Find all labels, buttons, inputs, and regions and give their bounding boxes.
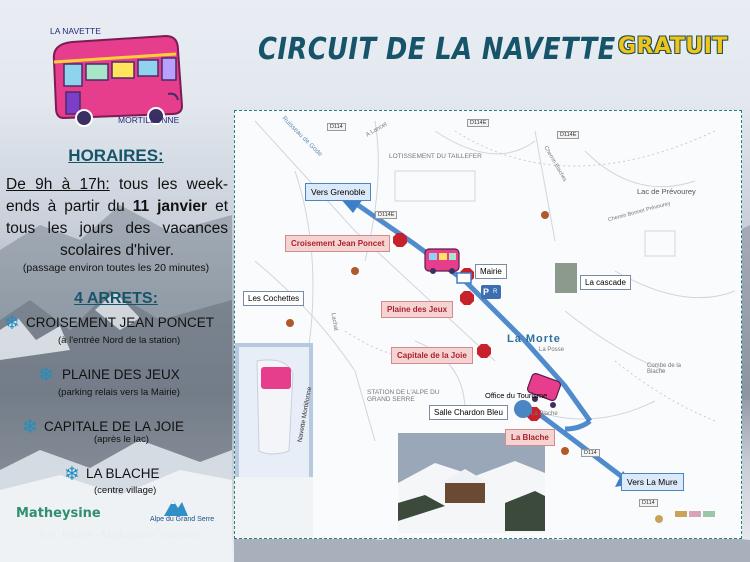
map-chemin-blache: Chemin Blaches — [542, 145, 568, 183]
map-stop-la-blache: La Blache — [505, 429, 555, 446]
horaires-text — [6, 174, 228, 262]
snowflake-icon: ❄ — [64, 464, 80, 485]
stop-name-3: CAPITALE DE LA JOIE — [44, 419, 185, 434]
logo-label-top: LA NAVETTE — [50, 26, 101, 36]
horaires-text-a: tous les week-ends à partir du — [6, 176, 228, 215]
map-les-cochettes: Les Cochettes — [243, 291, 304, 306]
matheysine-logo: Matheysine — [16, 506, 101, 521]
map-station: STATION DE L'ALPE DU GRAND SERRE — [367, 389, 440, 403]
map-office-tourisme: Office du Tourisme — [485, 391, 548, 400]
map-a-lancet: A Lancet — [365, 121, 389, 139]
parking-relais-icon: R — [493, 289, 498, 295]
map-road-label: D114E — [557, 131, 579, 139]
map-road-label: D114 — [581, 449, 600, 457]
logo-label-bottom: MORTILLONNE — [118, 115, 180, 125]
map-stop-plaine-jeux: Plaine des Jeux — [381, 301, 453, 318]
stop-detail-1: (à l'entrée Nord de la station) — [58, 335, 181, 346]
snowflake-icon: ❄ — [38, 365, 54, 386]
map-lac-prevourey: Lac de Prévourey — [637, 187, 696, 196]
free-badge: GRATUIT — [618, 34, 728, 59]
map-chemin-lac: Chemin Bonnet Prévourey — [607, 200, 672, 224]
map-salle-chardon-bleu: Salle Chardon Bleu — [429, 405, 508, 420]
circuit-map — [234, 110, 742, 539]
map-flag-text: Navette Mortillonne — [296, 386, 314, 443]
horaires-date: 11 janvier — [132, 198, 208, 215]
photo-credit: © N. Brunel - Matheysine Tourisme — [38, 529, 201, 541]
map-road-label: D114 — [639, 499, 658, 507]
horaires-note: (passage environ toutes les 20 minutes) — [22, 262, 210, 274]
horaires-heading: HORAIRES: — [68, 146, 164, 165]
map-vers-la-mure: Vers La Mure — [621, 473, 684, 491]
map-la-blache-label: La Blache — [531, 411, 558, 417]
bus-icon — [425, 249, 459, 274]
map-combe-blache: Combe de la Blache — [647, 363, 682, 375]
map-la-cascade: La cascade — [580, 275, 631, 290]
horaires-time-range: De 9h à 17h: — [6, 176, 110, 193]
parking-icon: P — [483, 287, 490, 297]
map-la-morte: La Morte — [507, 333, 561, 345]
stop-name-1: CROISEMENT JEAN PONCET — [26, 315, 215, 330]
stop-name-2: PLAINE DES JEUX — [62, 367, 180, 382]
map-ruisseau: Ruisseau de Gode — [280, 114, 324, 159]
navette-bus-logo — [44, 22, 194, 128]
map-lotissement: LOTISSEMENT DU TAILLEFER — [389, 153, 482, 160]
alpe-grand-serre-logo: Alpe du Grand Serre — [150, 516, 215, 523]
arrets-heading: 4 ARRETS: — [74, 290, 158, 307]
map-stop-capitale-joie: Capitale de la Joie — [391, 347, 473, 364]
snowflake-icon: ❄ — [22, 417, 38, 438]
stop-detail-3: (après le lac) — [94, 434, 149, 445]
map-la-posse: La Posse — [539, 347, 565, 353]
map-road-label: D114E — [375, 211, 397, 219]
map-road-label: D114 — [327, 123, 346, 131]
map-stop-jean-poncet: Croisement Jean Poncet — [285, 235, 390, 252]
alpe-grand-serre-mountain-icon — [164, 496, 188, 516]
stop-detail-2: (parking relais vers la Mairie) — [58, 387, 180, 398]
horaires-text-b: et tous les jours des vacances scolaires d'hiver. — [6, 198, 229, 259]
map-vers-grenoble: Vers Grenoble — [305, 183, 371, 201]
map-lachat: Lachat — [329, 312, 339, 332]
stop-detail-4: (centre village) — [94, 485, 157, 496]
snowflake-icon: ❄ — [4, 313, 20, 334]
map-mairie: Mairie — [475, 264, 507, 279]
map-road-label: D114E — [467, 119, 489, 127]
stop-name-4: LA BLACHE — [86, 466, 160, 481]
page-title: CIRCUIT DE LA NAVETTE — [258, 32, 616, 67]
